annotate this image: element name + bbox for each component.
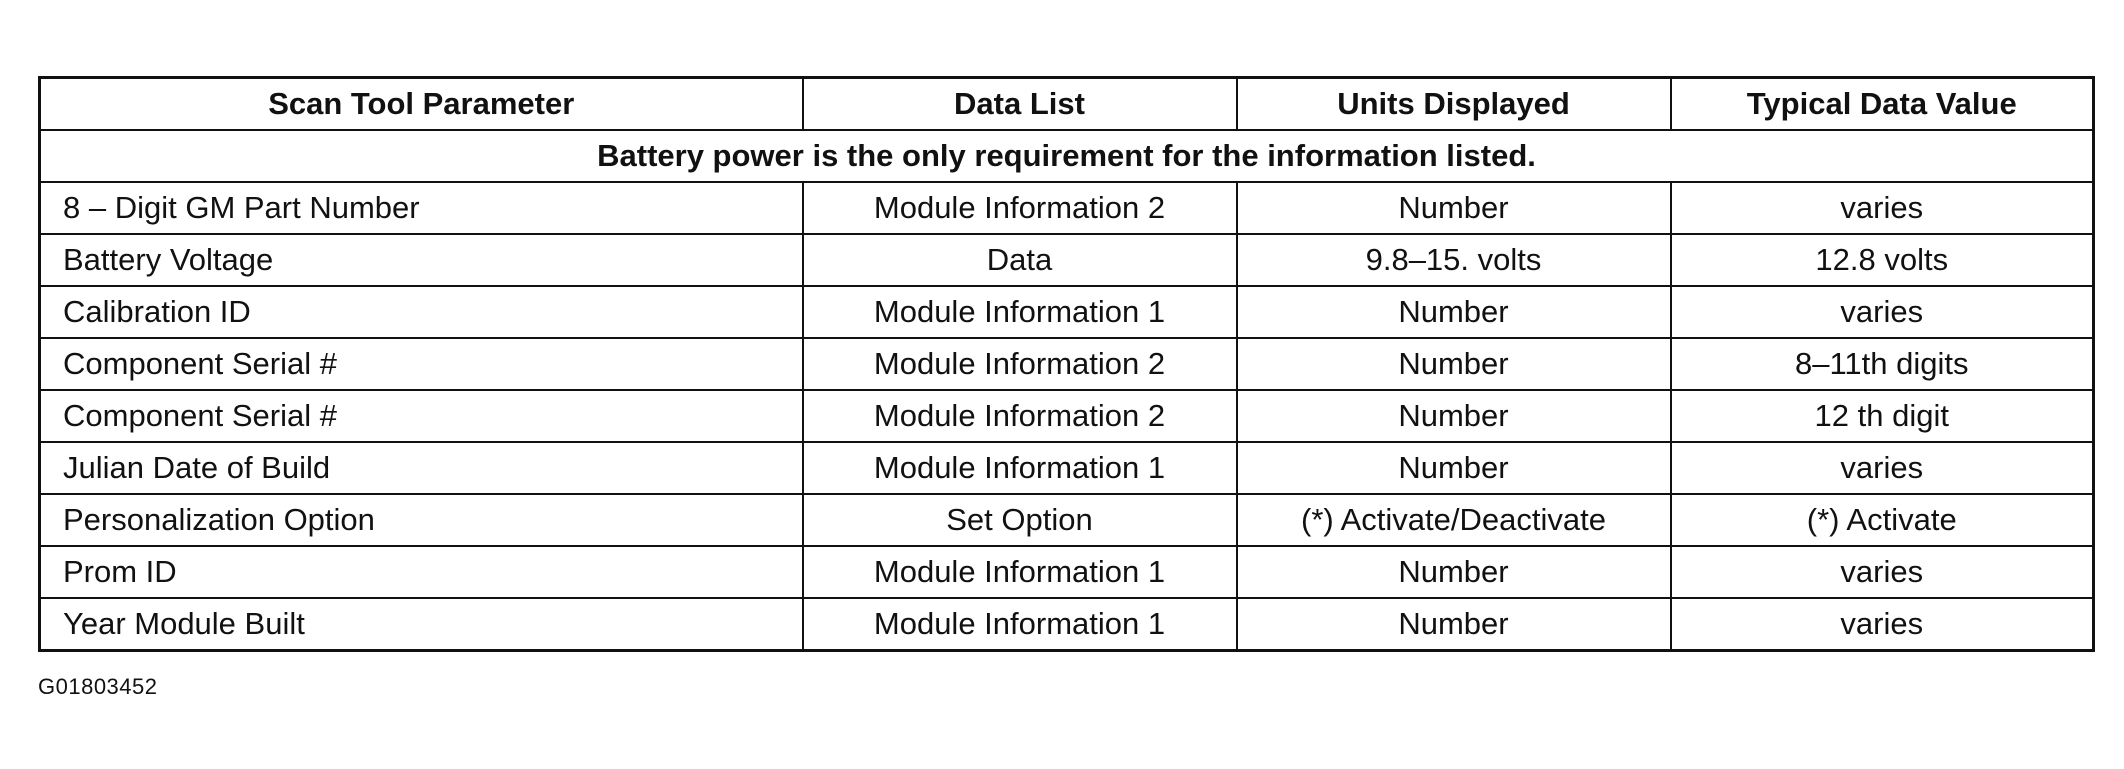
cell-parameter: Julian Date of Build [40, 442, 803, 494]
cell-units: Number [1237, 442, 1671, 494]
table-row [40, 234, 2094, 286]
cell-data-list: Module Information 1 [803, 546, 1237, 598]
table-note-row [40, 130, 2094, 182]
cell-parameter: Component Serial # [40, 338, 803, 390]
cell-typical-value: 8–11th digits [1671, 338, 2094, 390]
cell-data-list: Data [803, 234, 1237, 286]
cell-units: 9.8–15. volts [1237, 234, 1671, 286]
cell-data-list: Module Information 2 [803, 182, 1237, 234]
cell-units: Number [1237, 390, 1671, 442]
cell-parameter: Year Module Built [40, 598, 803, 651]
cell-typical-value: varies [1671, 546, 2094, 598]
table-header-row [40, 78, 2094, 131]
cell-parameter: Battery Voltage [40, 234, 803, 286]
cell-units: (*) Activate/Deactivate [1237, 494, 1671, 546]
table-row [40, 546, 2094, 598]
header-data-list: Data List [803, 78, 1237, 131]
cell-parameter: 8 – Digit GM Part Number [40, 182, 803, 234]
cell-data-list: Set Option [803, 494, 1237, 546]
header-typical-data-value: Typical Data Value [1671, 78, 2094, 131]
cell-units: Number [1237, 338, 1671, 390]
table-row [40, 494, 2094, 546]
cell-typical-value: varies [1671, 182, 2094, 234]
cell-units: Number [1237, 598, 1671, 651]
table-row [40, 286, 2094, 338]
cell-typical-value: 12 th digit [1671, 390, 2094, 442]
header-scan-tool-parameter: Scan Tool Parameter [40, 78, 803, 131]
header-units-displayed: Units Displayed [1237, 78, 1671, 131]
scan-tool-data-table [38, 76, 2095, 652]
cell-typical-value: 12.8 volts [1671, 234, 2094, 286]
table-row [40, 598, 2094, 651]
cell-units: Number [1237, 286, 1671, 338]
cell-typical-value: varies [1671, 442, 2094, 494]
cell-units: Number [1237, 546, 1671, 598]
cell-data-list: Module Information 1 [803, 598, 1237, 651]
table-row [40, 442, 2094, 494]
cell-parameter: Prom ID [40, 546, 803, 598]
figure-id: G01803452 [38, 674, 158, 699]
table-row [40, 338, 2094, 390]
table-note: Battery power is the only requirement for the information listed. [40, 130, 2094, 182]
cell-data-list: Module Information 1 [803, 442, 1237, 494]
cell-parameter: Personalization Option [40, 494, 803, 546]
table-row [40, 182, 2094, 234]
cell-data-list: Module Information 2 [803, 390, 1237, 442]
table-row [40, 390, 2094, 442]
cell-parameter: Component Serial # [40, 390, 803, 442]
cell-data-list: Module Information 2 [803, 338, 1237, 390]
cell-parameter: Calibration ID [40, 286, 803, 338]
cell-typical-value: (*) Activate [1671, 494, 2094, 546]
cell-data-list: Module Information 1 [803, 286, 1237, 338]
cell-units: Number [1237, 182, 1671, 234]
cell-typical-value: varies [1671, 286, 2094, 338]
cell-typical-value: varies [1671, 598, 2094, 651]
